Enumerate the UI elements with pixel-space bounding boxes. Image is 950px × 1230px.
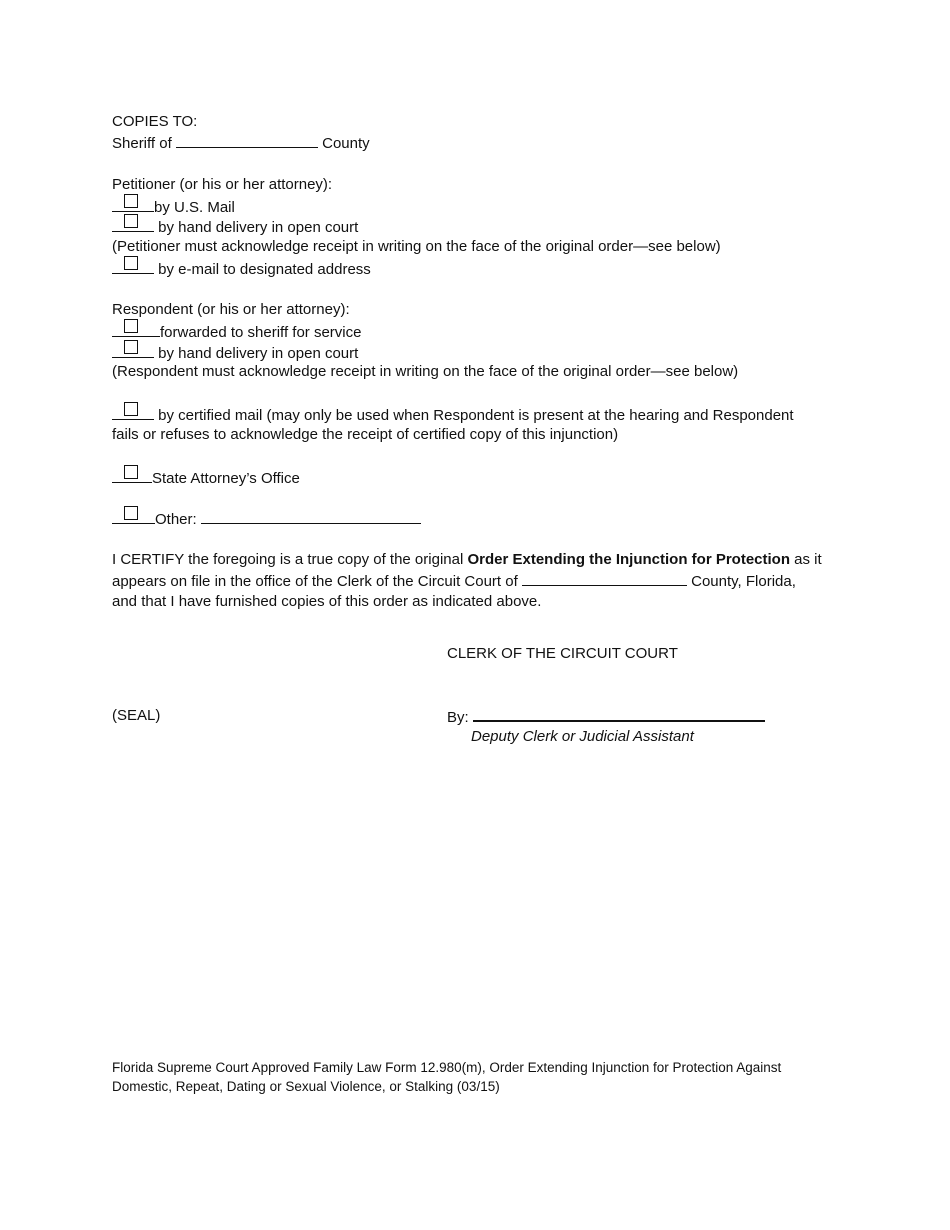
sheriff-county-blank[interactable]: [176, 133, 318, 148]
petitioner-email-row: [112, 258, 371, 280]
by-label: By:: [447, 709, 469, 726]
circuit-county-blank[interactable]: [522, 571, 687, 586]
sheriff-prefix: Sheriff of: [112, 135, 172, 152]
footer-line1: Florida Supreme Court Approved Family Law Form 12.980(m), Order Extending Injunction for Protection Against: [112, 1060, 782, 1075]
respondent-hand-checkbox[interactable]: [124, 340, 138, 354]
certified-mail-line1: by certified mail (may only be used when Respondent is present at the hearing and Respondent: [158, 407, 794, 424]
respondent-hand-row: [112, 342, 358, 364]
petitioner-hand-checkbox[interactable]: [124, 214, 138, 228]
petitioner-email-checkbox[interactable]: [124, 256, 138, 270]
clerk-heading: CLERK OF THE CIRCUIT COURT: [447, 645, 678, 662]
certify-suffix: as it: [794, 551, 822, 568]
respondent-forwarded-label: forwarded to sheriff for service: [160, 324, 362, 341]
signature-blank[interactable]: [473, 706, 765, 722]
seal-label: (SEAL): [112, 707, 161, 724]
certified-mail-line2: fails or refuses to acknowledge the receipt of certified copy of this injunction): [112, 426, 619, 443]
other-checkbox[interactable]: [124, 506, 138, 520]
state-attorney-checkbox[interactable]: [124, 465, 138, 479]
petitioner-hand-label: by hand delivery in open court: [158, 219, 359, 236]
petitioner-email-label: by e-mail to designated address: [158, 261, 371, 278]
certified-mail-row: [112, 404, 794, 426]
sheriff-line: [112, 133, 370, 154]
other-row: [112, 508, 421, 530]
respondent-heading: Respondent (or his or her attorney):: [112, 301, 350, 318]
respondent-acknowledge-note: (Respondent must acknowledge receipt in writing on the face of the original order—see below): [112, 363, 739, 380]
certify-line2: [112, 571, 796, 592]
petitioner-mail-label: by U.S. Mail: [154, 199, 235, 216]
order-title: Order Extending the Injunction for Protection: [467, 551, 790, 568]
certify-line2-suffix: County, Florida,: [691, 573, 796, 590]
copies-to-heading: COPIES TO:: [112, 113, 198, 130]
certify-prefix: I CERTIFY the foregoing is a true copy of the original: [112, 551, 464, 568]
respondent-forwarded-checkbox[interactable]: [124, 319, 138, 333]
certified-mail-checkbox[interactable]: [124, 402, 138, 416]
other-label: Other:: [155, 511, 197, 528]
certify-line3: and that I have furnished copies of this order as indicated above.: [112, 593, 542, 610]
sheriff-suffix: County: [322, 135, 370, 152]
petitioner-acknowledge-note: (Petitioner must acknowledge receipt in writing on the face of the original order—see below): [112, 238, 721, 255]
certify-line2-prefix: appears on file in the office of the Clerk of the Circuit Court of: [112, 573, 518, 590]
petitioner-heading: Petitioner (or his or her attorney):: [112, 176, 333, 193]
deputy-clerk-label: Deputy Clerk or Judicial Assistant: [471, 728, 694, 745]
respondent-forwarded-row: [112, 321, 361, 343]
petitioner-hand-row: [112, 216, 358, 238]
footer-line2: Domestic, Repeat, Dating or Sexual Violence, or Stalking (03/15): [112, 1079, 500, 1094]
certify-line1: [112, 550, 822, 570]
state-attorney-label: State Attorney’s Office: [152, 470, 300, 487]
petitioner-mail-checkbox[interactable]: [124, 194, 138, 208]
signature-row: [447, 706, 765, 728]
other-blank[interactable]: [201, 509, 421, 524]
state-attorney-row: [112, 467, 300, 489]
respondent-hand-label: by hand delivery in open court: [158, 345, 359, 362]
